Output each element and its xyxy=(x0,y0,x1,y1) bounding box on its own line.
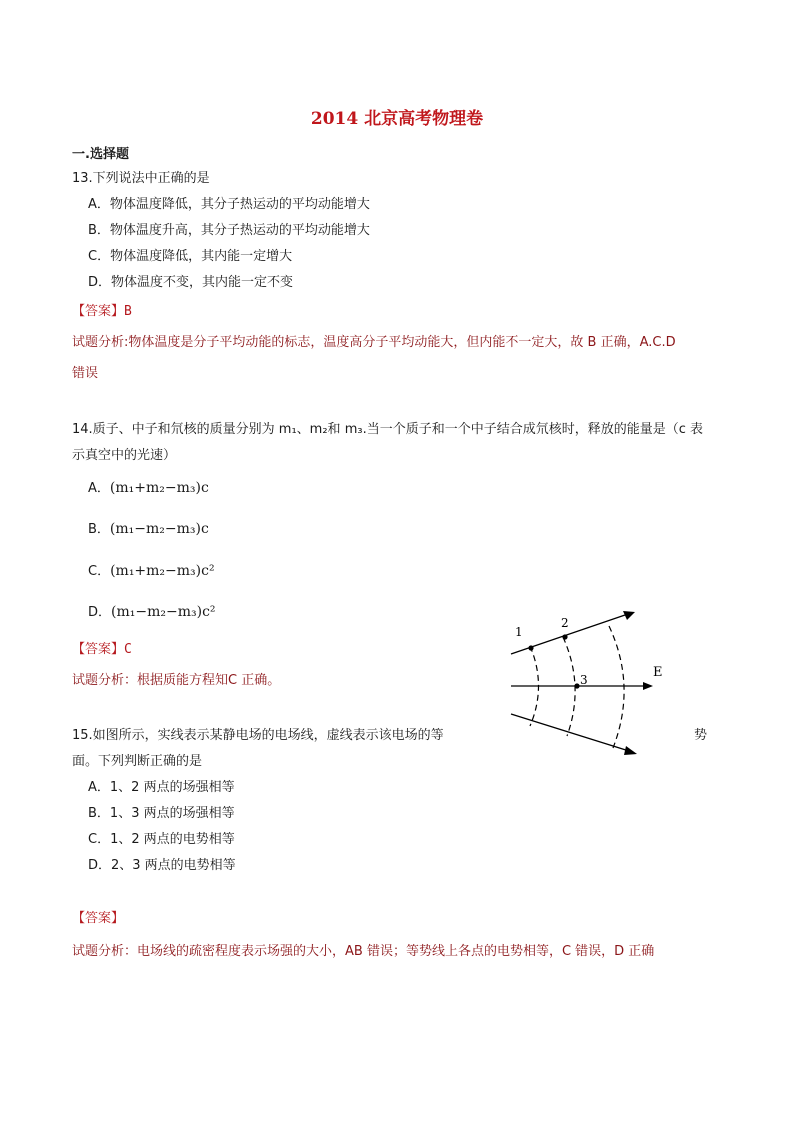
q15-stem-tail: 势 xyxy=(694,728,708,743)
q14-stem-line2: 示真空中的光速） xyxy=(72,448,177,463)
q15-stem-line2: 面。下列判断正确的是 xyxy=(72,754,203,769)
section-heading: 一.选择题 xyxy=(72,147,129,162)
answer-value: C xyxy=(124,642,132,657)
q14-stem-line1: 14.质子、中子和氘核的质量分别为 m₁、m₂和 m₃.当一个质子和一个中子结合成氘核时，释放的能量是（c 表 xyxy=(72,422,703,437)
option-formula: (m₁+m₂−m₃)c xyxy=(109,480,209,496)
q13-option-c: C．物体温度降低，其内能一定增大 xyxy=(88,249,293,264)
option-formula: (m₁−m₂−m₃)c xyxy=(109,521,209,537)
answer-value: B xyxy=(124,304,132,319)
q13-analysis-line1: 试题分析:物体温度是分子平均动能的标志，温度高分子平均动能大，但内能不一定大，故 B 正确，A.C.D xyxy=(72,335,676,350)
q14-option-b xyxy=(88,518,209,537)
field-label-e: E xyxy=(653,665,663,680)
point-1-label: 1 xyxy=(515,625,523,639)
point-1 xyxy=(528,645,533,650)
q15-option-d: D．2、3 两点的电势相等 xyxy=(88,858,236,873)
q13-option-a: A．物体温度降低，其分子热运动的平均动能增大 xyxy=(88,197,370,212)
answer-label: 【答案】 xyxy=(72,304,125,319)
page-title: 2014 北京高考物理卷 xyxy=(310,109,484,129)
option-label: A． xyxy=(88,481,110,496)
q14-option-c xyxy=(88,560,215,579)
q15-stem-line1: 15.如图所示，实线表示某静电场的电场线，虚线表示该电场的等 xyxy=(72,728,444,743)
q13-option-b: B．物体温度升高，其分子热运动的平均动能增大 xyxy=(88,223,370,238)
point-2-label: 2 xyxy=(561,616,569,630)
q15-answer xyxy=(72,907,124,926)
arrowhead-middle xyxy=(643,682,653,690)
point-2 xyxy=(562,634,567,639)
field-line-bottom xyxy=(511,714,629,751)
q13-answer xyxy=(72,300,132,319)
option-label: C． xyxy=(88,564,111,579)
q13-stem: 13.下列说法中正确的是 xyxy=(72,171,210,186)
equipotential-line-3 xyxy=(609,626,624,748)
option-formula: (m₁−m₂−m₃)c² xyxy=(111,604,216,620)
option-label: B． xyxy=(88,522,110,537)
answer-label: 【答案】 xyxy=(72,911,125,926)
electric-field-diagram xyxy=(505,610,685,760)
q15-option-c: C．1、2 两点的电势相等 xyxy=(88,832,235,847)
point-3 xyxy=(574,683,579,688)
arrowhead-bottom xyxy=(624,746,637,755)
option-formula: (m₁+m₂−m₃)c² xyxy=(110,563,215,579)
q15-option-b: B．1、3 两点的场强相等 xyxy=(88,806,235,821)
point-3-label: 3 xyxy=(580,673,588,687)
q14-answer xyxy=(72,638,132,657)
q13-option-d: D．物体温度不变，其内能一定不变 xyxy=(88,275,294,290)
q15-option-a: A．1、2 两点的场强相等 xyxy=(88,780,235,795)
q14-analysis: 试题分析：根据质能方程知C 正确。 xyxy=(72,673,281,688)
q14-option-a xyxy=(88,477,209,496)
answer-label: 【答案】 xyxy=(72,642,125,657)
option-label: D． xyxy=(88,605,112,620)
q13-analysis-line2: 错误 xyxy=(72,366,99,381)
q14-option-d xyxy=(88,601,216,620)
q15-analysis: 试题分析：电场线的疏密程度表示场强的大小，AB 错误；等势线上各点的电势相等，C 错误，D 正确 xyxy=(72,944,655,959)
